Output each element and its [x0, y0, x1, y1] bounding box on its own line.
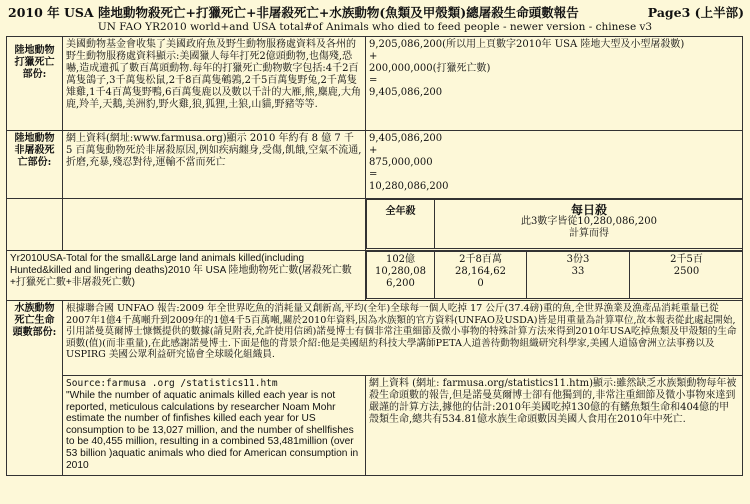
hunted-calc: 9,205,086,200(所以用上頁數字2010年 USA 陸地大型及小型屠殺數) + 200,000,000(打獵死亡數) = 9,405,086,200: [366, 37, 743, 131]
summary-values-row: [7, 251, 743, 301]
report-title-bar: [0, 3, 750, 19]
report-table: [6, 36, 743, 476]
summary-empty-cell: [7, 199, 63, 251]
daily-value-per-day: 2千8百萬 28,164,62 0: [435, 252, 527, 299]
daily-value-per-minute: 2千5百 2500: [630, 252, 743, 299]
page-number: Page3 (上半部): [647, 5, 744, 20]
hunted-text: 美國動物基金會收集了美國政府魚及野生動物服務處資料及各州的野生動物服務處資料顯示:美國獵人每年打死2億頭動物,也傷殘,恐嚇,造成遺孤了數百萬頭動物.每年的打獵死亡動物數字包括:4千2百萬隻鴿子,3千萬隻松鼠,2千8百萬隻鵪鶉,2千5百萬隻野兔,2千萬隻雉雞,1千4百萬隻野鴨,6百萬隻鹿以及數以千計的大雁,熊,麋鹿,大角鹿,羚羊,天鵝,美洲豹,野火雞,狼,狐狸,土狼,山貓,野豬等等.: [63, 37, 366, 131]
aquatic-english: "While the number of aquatic animals killed each year is not reported, meticulous calculations by researcher Noam Mohr estimate the number of finfishes killed each year for US consumption to be 13,027 million, and the number of shellfishes to be 40,455 million, resulting in a combined 53,481million (over 53 billion )aquatic animals who died for American consumption in 2010: [66, 390, 359, 471]
daily-header-block: [435, 200, 743, 249]
nonslaughter-calc: 9,405,086,200 + 875,000,000 = 10,280,086,200: [366, 131, 743, 199]
nonslaughter-label: 陸地動物非屠殺死亡部份:: [7, 131, 63, 199]
aquatic-chinese: 網上資料 (網址: farmusa.org/statistics11.htm)顯示:雖然缺乏水族類動物每年被殺生命頭數的報告,但是諾曼莫爾博士卻有他獨到的,非常注重細節及微小事物來達到嚴謹的計算方法,據他的估計:2010年美國吃掉130億的有鰭魚類生命和404億的甲殼類生命,總共有534.81億水族生命頭數因美國人食用在2010年中死亡.: [366, 376, 743, 476]
aquatic-english-cell: [63, 376, 366, 476]
annual-value: 102億 10,280,08 6,200: [367, 252, 435, 299]
summary-text: Yr2010USA-Total for the small&Large land animals killed(including Hunted&killed and lingering deaths)2010 年 USA 陸地動物死亡數(屠殺死亡數+打獵死亡數+非屠殺死亡數): [7, 251, 366, 301]
aquatic-row: [7, 301, 743, 376]
aquatic-detail-row: [7, 376, 743, 476]
summary-spacer-cell: [63, 199, 366, 251]
daily-note: 此3數字皆從10,280,086,200 計算而得: [521, 216, 657, 239]
summary-headers-cell: [366, 199, 743, 251]
aquatic-label: 水族動物死亡生命頭數部份:: [7, 301, 63, 476]
aquatic-source: Source:farmusa .org /statistics11.htm: [66, 378, 278, 389]
hunted-row: [7, 37, 743, 131]
summary-values-cell: [366, 251, 743, 301]
hunted-label: 陸地動物打獵死亡部份:: [7, 37, 63, 131]
summary-values: [366, 251, 743, 299]
report-title: 2010 年 USA 陸地動物殺死亡+打獵死亡+非屠殺死亡+水族動物(魚類及甲殼類)總屠殺生命頭數報告: [8, 5, 579, 20]
nonslaughter-row: [7, 131, 743, 199]
summary-header-row: [7, 199, 743, 251]
summary-headers: [366, 199, 743, 249]
annual-header: 全年殺: [367, 200, 435, 249]
nonslaughter-text: 網上資料(網址:www.farmusa.org)顯示 2010 年約有 8 億 7 千 5 百萬隻動物死於非屠殺原因,例如疾病纏身,受傷,飢餓,空氣不流通,折磨,充暴,殘忍對待,運輸不當而死亡: [63, 131, 366, 199]
daily-header: 每日殺: [570, 203, 607, 217]
aquatic-text: 根據聯合國 UNFAO 報告:2009 年全世界吃魚的消耗量又創新高,平均(全年)全球每一個人吃掉 17 公斤(37.4磅)重的魚,全世界漁業及漁產品消耗重量已從2007年1億4千萬噸升到2009年的1億4千5百萬噸,關於2010年資料,因為水族類的官方資料(UNFAO及USDA)皆是用重量為計算單位,故本報表從此處起開始,引用諾曼莫爾博士慷慨提供的數據(請見附表,允許使用信函)諾曼博士有個非常注重細節及微小事物的特殊計算方法來得到2010年USA吃掉魚類及甲殼類的生命頭數(值)(而非重量),在此感謝諾曼博士.下面是他的背景介紹:他是美國紐約科技大學講師PETA人道善待動物組織研究科學家,美國人道協會洲立法事務以及USPIRG 美國公眾利益研究協會全球暖化組織員.: [63, 301, 743, 376]
daily-value-per-second: 3份3 33: [527, 252, 630, 299]
report-subtitle: UN FAO YR2010 world+and USA total#of Animals who died to feed people - newer version - chinese v3: [97, 21, 653, 33]
